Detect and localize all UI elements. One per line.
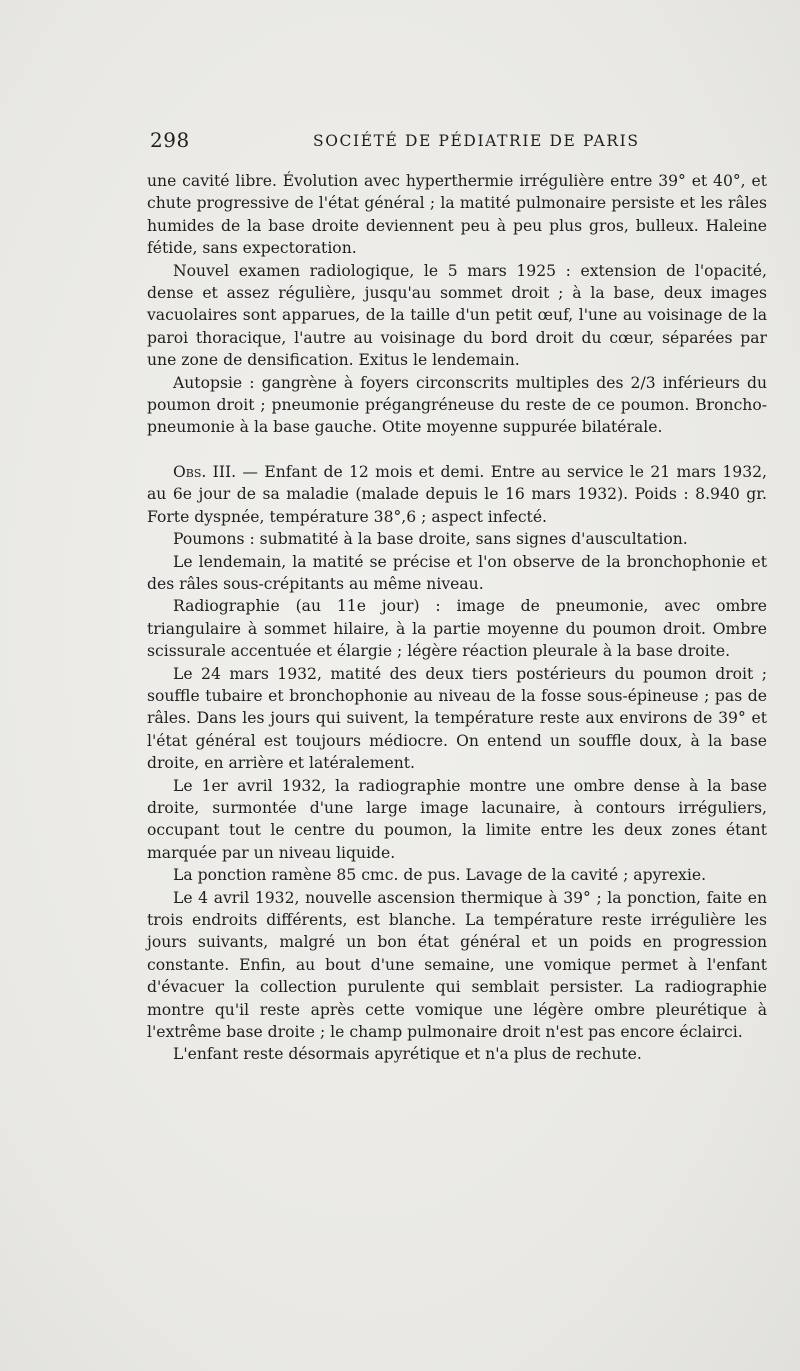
paragraph-puncture: La ponction ramène 85 cmc. de pus. Lavage de la cavité ; apyrexie.: [173, 866, 707, 885]
paragraph-autopsy: Autopsie : gangrène à foyers circonscrits multiples des 2/3 inférieurs du poumon droit ; pneumonie prégangréneuse du reste de ce poumon. Broncho-pneumonie à la base gauche. Otite moyenne suppurée bilatérale.: [147, 373, 767, 437]
page-header: [150, 128, 770, 156]
paragraph-radiology: Nouvel examen radiologique, le 5 mars 1925 : extension de l'opacité, dense et assez régulière, jusqu'au sommet droit ; à la base, deux images vacuolaires sont apparues, de la taille d'un petit œuf, l'une au voisinage de la paroi thoracique, l'autre au voisinage du bord droit du cœur, séparées par une zone de densification. Exitus le lendemain.: [147, 261, 767, 370]
section-gap: [147, 439, 767, 461]
paragraph-lungs: Poumons : submatité à la base droite, sans signes d'auscultation.: [173, 530, 688, 549]
paragraph-april-1: Le 1er avril 1932, la radiographie montre une ombre dense à la base droite, surmontée d'une large image lacunaire, à contours irréguliers, occupant tout le centre du poumon, la limite entre les deux zones étant marquée par un niveau liquide.: [147, 776, 767, 862]
paragraph-next-day: Le lendemain, la matité se précise et l'on observe de la bronchophonie et des râles sous-crépitants au même niveau.: [147, 552, 767, 593]
paragraph-continuation: une cavité libre. Évolution avec hyperthermie irrégulière entre 39° et 40°, et chute progressive de l'état général ; la matité pulmonaire persiste et les râles humides de la base droite deviennent peu à peu plus gros, bulleux. Haleine fétide, sans expectoration.: [147, 172, 767, 258]
paragraph-march-24: Le 24 mars 1932, matité des deux tiers postérieurs du poumon droit ; souffle tubaire et bronchophonie au niveau de la fosse sous-épineuse ; pas de râles. Dans les jours qui suivent, la température reste aux environs de 39° et l'état général est toujours médiocre. On entend un souffle doux, à la base droite, en arrière et latéralement.: [147, 664, 767, 773]
body-text: [147, 170, 767, 1066]
running-head: SOCIÉTÉ DE PÉDIATRIE DE PARIS: [313, 132, 640, 150]
page-number: 298: [150, 128, 190, 152]
paragraph-april-4: Le 4 avril 1932, nouvelle ascension thermique à 39° ; la ponction, faite en trois endroits différents, est blanche. La température reste irrégulière les jours suivants, malgré un bon état général et un poids en progression constante. Enfin, au bout d'une semaine, une vomique permet à l'enfant d'évacuer la collection purulente qui semblait persister. La radiographie montre qu'il reste après cette vomique une légère ombre pleurétique à l'extrême base droite ; le champ pulmonaire droit n'est pas encore éclairci.: [147, 888, 767, 1042]
obs-3-text: Enfant de 12 mois et demi. Entre au service le 21 mars 1932, au 6e jour de sa maladie (malade depuis le 16 mars 1932). Poids : 8.940 gr. Forte dyspnée, température 38°,6 ; aspect infecté.: [147, 462, 767, 526]
paragraph-outcome: L'enfant reste désormais apyrétique et n'a plus de rechute.: [173, 1045, 642, 1064]
obs-label: Obs. III. —: [173, 462, 259, 481]
paragraph-radiography-1: Radiographie (au 11e jour) : image de pneumonie, avec ombre triangulaire à sommet hilaire, à la partie moyenne du poumon droit. Ombre scissurale accentuée et élargie ; légère réaction pleurale à la base droite.: [147, 597, 767, 661]
paragraph-obs-3: [147, 461, 767, 528]
